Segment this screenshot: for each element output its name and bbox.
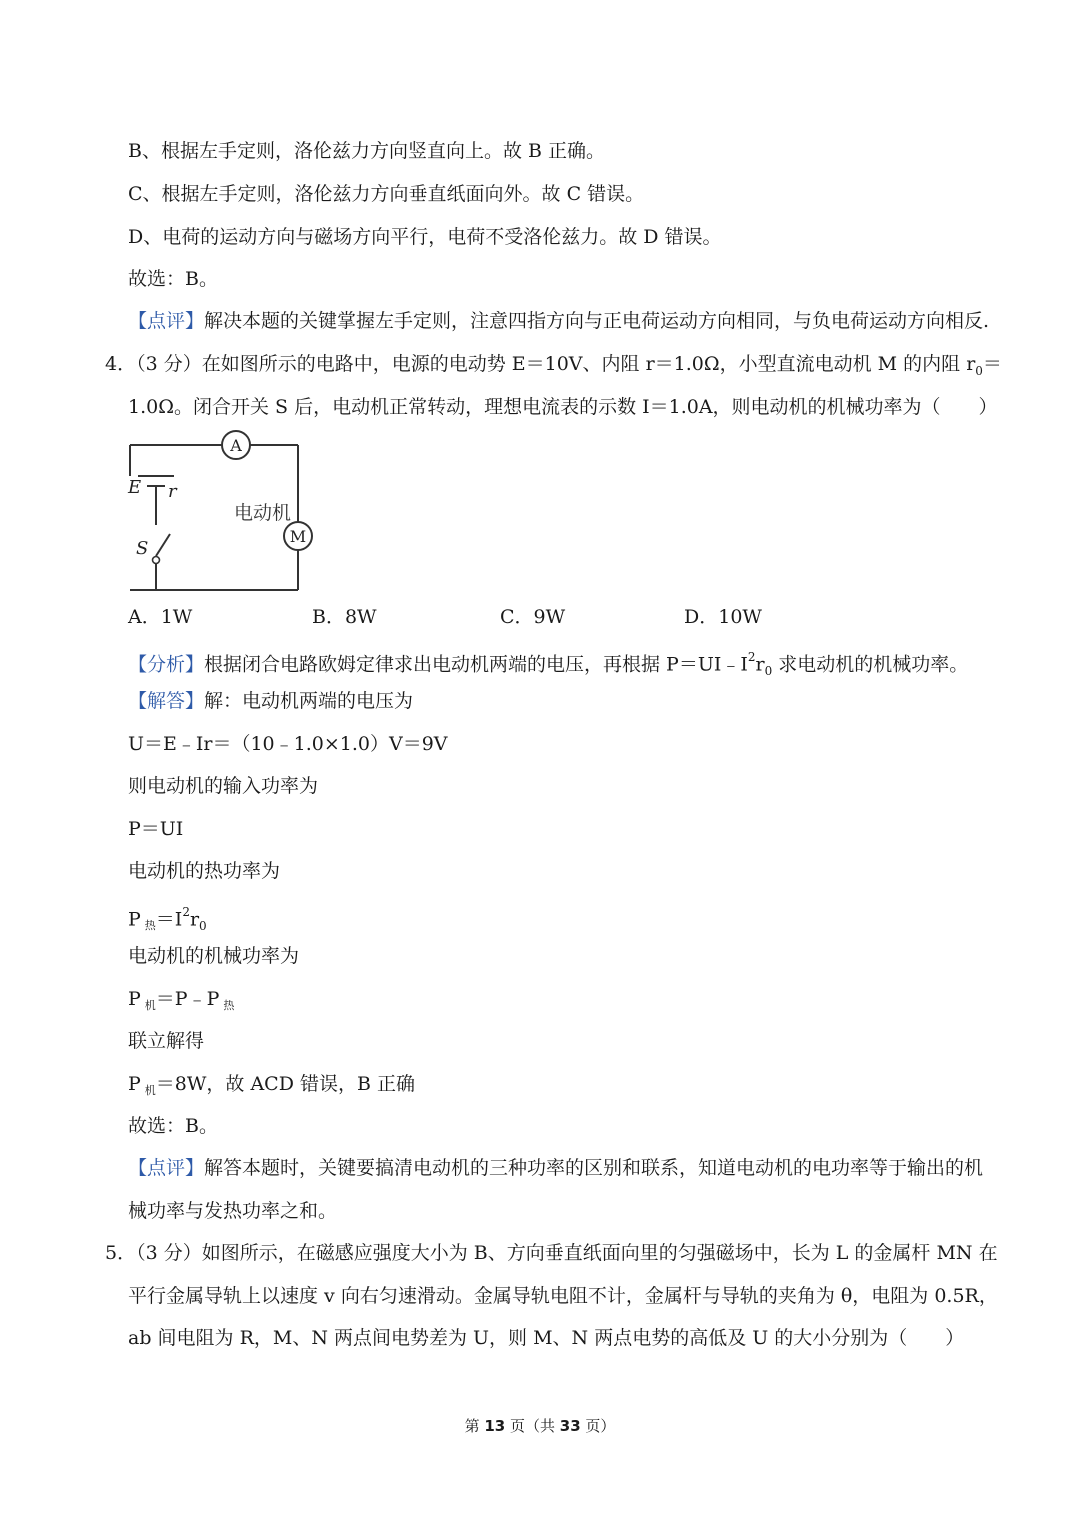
review-paragraph-4: 【点评】解答本题时，关键要搞清电动机的三种功率的区别和联系，知道电动机的电功率等于输出的机 — [128, 1157, 984, 1179]
motor-symbol-label: M — [289, 527, 307, 546]
page-total: 33 — [559, 1417, 581, 1435]
review-tag: 【点评】 — [128, 310, 205, 332]
review-text: 解决本题的关键掌握左手定则，注意四指方向与正电荷运动方向相同，与负电荷运动方向相反. — [204, 310, 990, 332]
page-number: 13 — [484, 1417, 506, 1435]
option-a: A．1W — [128, 606, 193, 628]
option-d: D．10W — [684, 606, 762, 628]
question-5-line-1: 5．（3 分）如图所示，在磁感应强度大小为 B、方向垂直纸面向里的匀强磁场中，长为 L 的金属杆 MN 在 — [105, 1242, 998, 1264]
equation-mech-power: P $_机$＝P﹣P $_热$ — [128, 988, 235, 1012]
solution-step-input-power: 则电动机的输入功率为 — [128, 775, 319, 797]
question-5-line-3: ab 间电阻为 R，M、N 两点间电势差为 U，则 M、N 两点电势的高低及 U 的大小分别为（ ） — [128, 1327, 965, 1349]
option-b-explanation: B、根据左手定则，洛伦兹力方向竖直向上。故 B 正确。 — [128, 140, 606, 162]
page-footer: 第 13 页（共 33 页） — [464, 1417, 616, 1435]
equation-voltage: U＝E﹣Ir＝（10﹣1.0×1.0）V＝9V — [128, 733, 448, 755]
switch-label: S — [136, 538, 149, 559]
option-c-explanation: C、根据左手定则，洛伦兹力方向垂直纸面向外。故 C 错误。 — [128, 183, 645, 205]
motor-text-label: 电动机 — [234, 502, 292, 524]
question-5-line-2: 平行金属导轨上以速度 v 向右匀速滑动。金属导轨电阻不计，金属杆与导轨的夹角为 θ，电阻为 0.5R， — [128, 1285, 998, 1307]
option-c: C．9W — [500, 606, 566, 628]
analysis-tag: 【分析】 — [128, 653, 205, 676]
solution-step-heat-power: 电动机的热功率为 — [128, 860, 281, 882]
switch-terminal — [153, 557, 160, 564]
ammeter-label: A — [230, 436, 242, 455]
equation-result: P $_机$＝8W，故 ACD 错误，B 正确 — [128, 1073, 415, 1097]
solution-step-mech-power: 电动机的机械功率为 — [128, 945, 300, 967]
answer-choice: 故选：B。 — [128, 268, 218, 290]
emf-label: E — [128, 477, 142, 498]
option-d-explanation: D、电荷的运动方向与磁场方向平行，电荷不受洛伦兹力。故 D 错误。 — [128, 226, 722, 248]
answer-choice-4: 故选：B。 — [128, 1115, 218, 1137]
question-4-line-2: 1.0Ω。闭合开关 S 后，电动机正常转动，理想电流表的示数 I＝1.0A，则电动机的机械功率为（ ） — [128, 396, 998, 418]
equation-heat-power: P $_热=I^2r_0$ — [128, 905, 207, 934]
circuit-diagram — [110, 420, 320, 600]
solution-step-combine: 联立解得 — [128, 1030, 205, 1052]
analysis-paragraph: 【分析】根据闭合电路欧姆定律求出电动机两端的电压，再根据 $P=UI﹣I^2r_0$ 求电动机的机械功率。 — [128, 650, 969, 679]
review-paragraph-4-line-2: 械功率与发热功率之和。 — [128, 1200, 338, 1222]
option-b: B．8W — [312, 606, 377, 628]
review-tag-4: 【点评】 — [128, 1157, 205, 1179]
answer-tag: 【解答】 — [128, 690, 205, 712]
review-paragraph — [128, 309, 989, 333]
equation-input-power: P＝UI — [128, 818, 184, 840]
solution-intro: 【解答】解：电动机两端的电压为 — [128, 690, 414, 712]
question-4-line-1: 4．（3 分）在如图所示的电路中，电源的电动势 E＝10V、内阻 r＝1.0Ω，小型直流电动机 M 的内阻 $r_0=$ — [105, 353, 1002, 378]
internal-resistance-label: r — [168, 481, 177, 502]
